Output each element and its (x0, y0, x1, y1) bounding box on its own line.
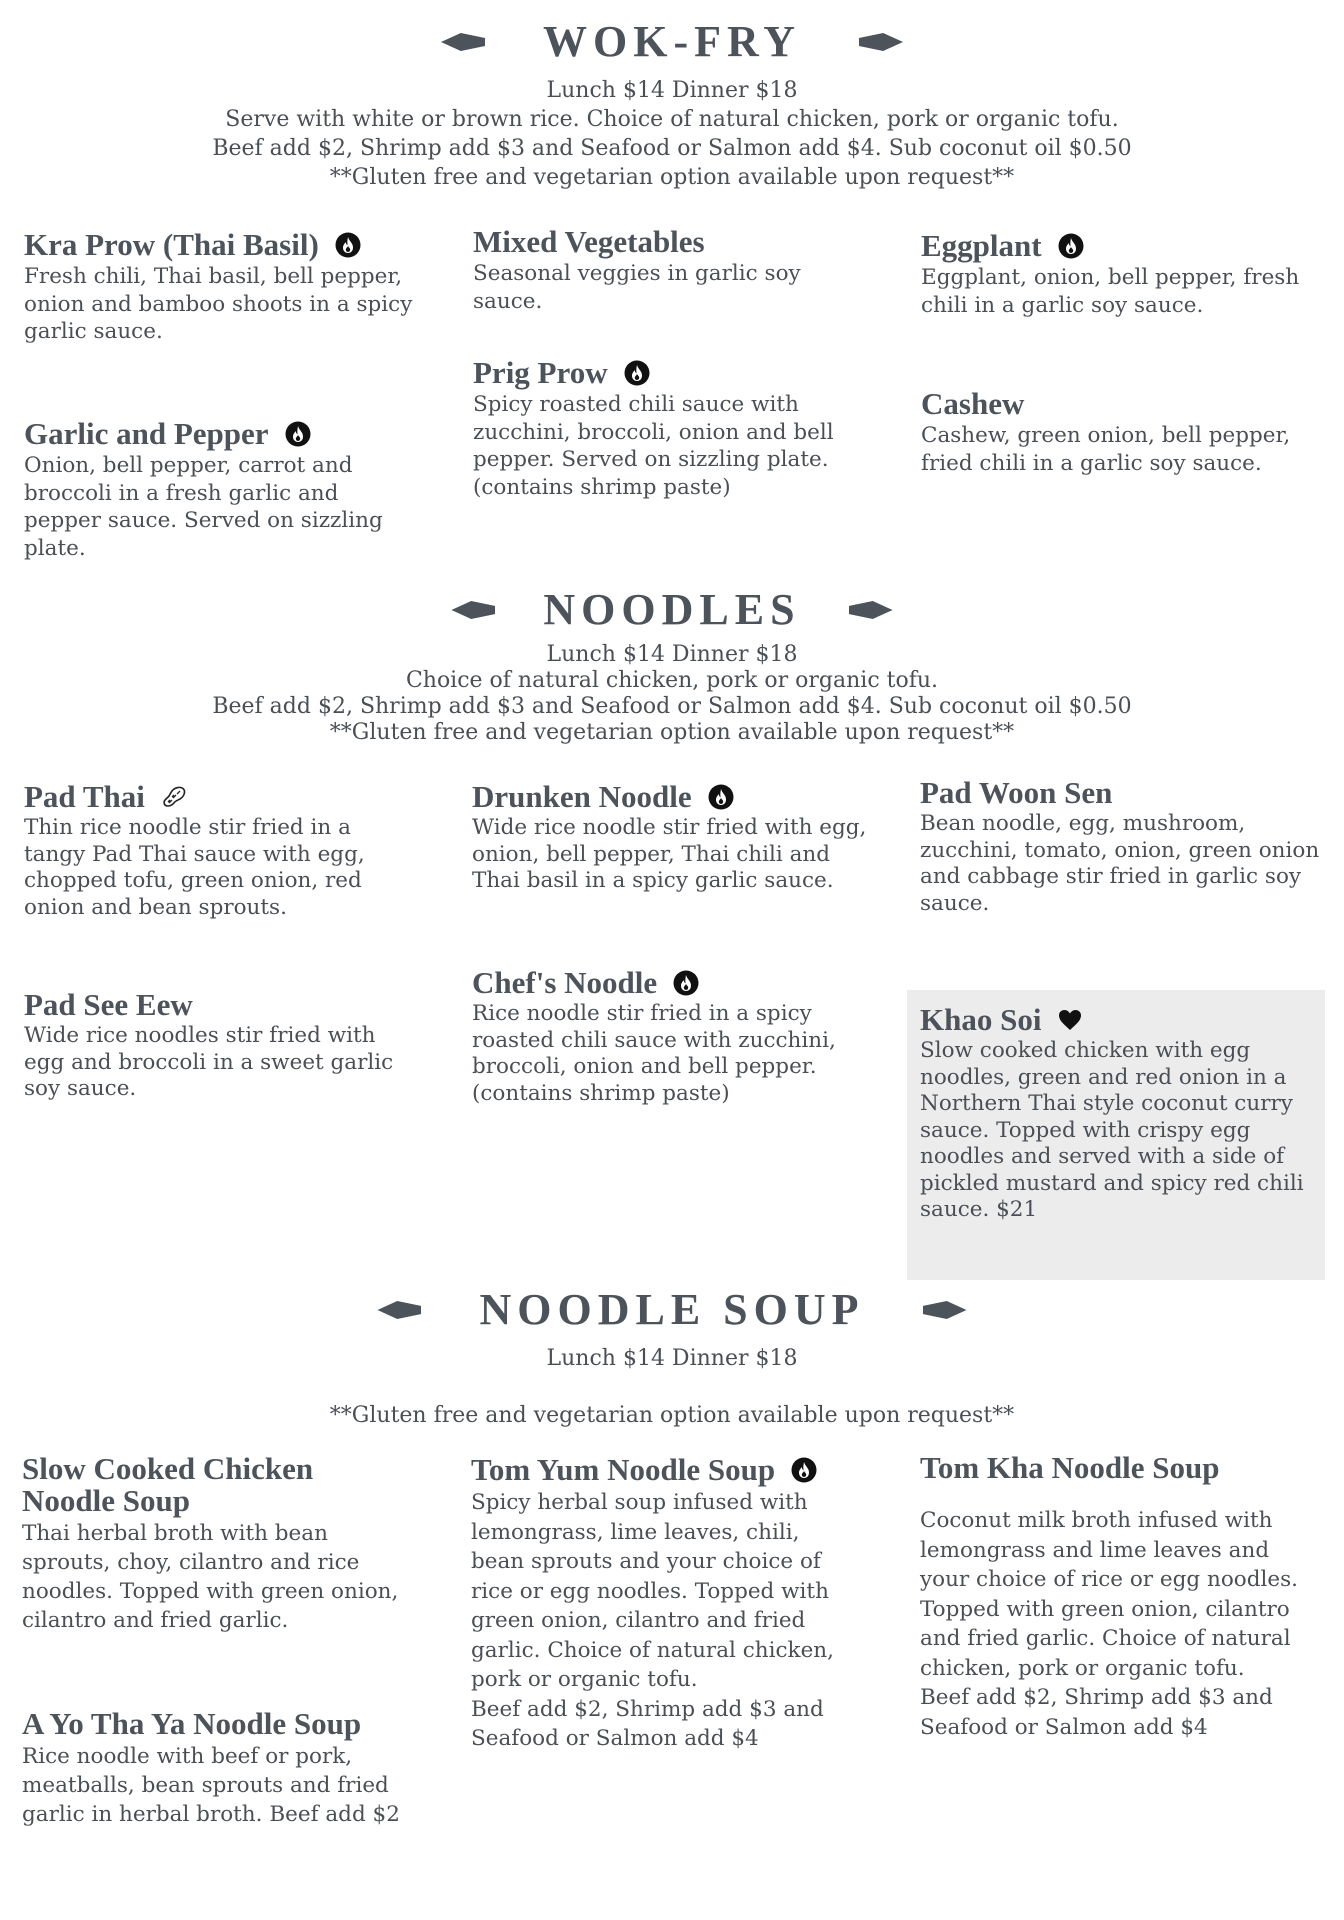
item-description: Thin rice noodle stir fried in a tangy Pad Thai sauce with egg, chopped tofu, green onion, red onion and bean sprouts. (24, 815, 365, 920)
right-ornament-icon (849, 601, 893, 619)
menu-item (24, 781, 404, 921)
left-ornament-icon (377, 1301, 421, 1319)
section-price: Lunch $14 Dinner $18 (546, 1346, 798, 1371)
menu-item (472, 781, 872, 895)
item-description: Bean noodle, egg, mushroom, zucchini, tomato, onion, green onion and cabbage stir fried in garlic soy sauce. (920, 811, 1320, 916)
spicy-flame-icon (673, 970, 699, 996)
section-note: Choice of natural chicken, pork or organic tofu. (405, 668, 939, 693)
item-name: Prig Prow (473, 357, 843, 389)
spicy-flame-icon (335, 232, 361, 258)
noodles-title-wrap (543, 585, 801, 634)
menu-item (24, 418, 394, 562)
item-name: Pad See Eew (24, 987, 193, 1022)
section-note: **Gluten free and vegetarian option available upon request** (329, 1403, 1015, 1428)
item-name: Pad Woon Sen (920, 775, 1113, 810)
item-description: Wide rice noodle stir fried with egg, onion, bell pepper, Thai chili and Thai basil in a spicy garlic sauce. (472, 815, 867, 893)
item-name: Khao Soi (920, 1004, 1320, 1036)
spicy-flame-icon (1058, 233, 1084, 259)
item-description: Seasonal veggies in garlic soy sauce. (473, 261, 801, 314)
item-description: Eggplant, onion, bell pepper, fresh chili in a garlic soy sauce. (921, 265, 1300, 318)
item-description: Thai herbal broth with bean sprouts, choy, cilantro and rice noodles. Topped with green onion, cilantro and fried garlic. (22, 1521, 399, 1633)
menu-item (22, 1453, 422, 1635)
section-price: Lunch $14 Dinner $18 (546, 78, 798, 103)
item-name: A Yo Tha Ya Noodle Soup (22, 1706, 362, 1741)
right-ornament-icon (923, 1301, 967, 1319)
spicy-flame-icon (285, 421, 311, 447)
wokfry-header (0, 17, 1344, 192)
item-name: Kra Prow (Thai Basil) (24, 229, 414, 261)
item-description: Coconut milk broth infused with lemongrass and lime leaves and your choice of rice or egg noodles. Topped with green onion, cilantro and fried garlic. Choice of natural chicken, pork or organic tofu. Beef add $2, Shrimp add $3 and Seafood or Salmon add $4 (920, 1508, 1298, 1740)
menu-item (471, 1454, 851, 1754)
item-description: Fresh chili, Thai basil, bell pepper, onion and bamboo shoots in a spicy garlic sauce. (24, 264, 413, 344)
menu-item (22, 1708, 422, 1829)
item-name: Slow Cooked Chicken Noodle Soup (22, 1451, 314, 1518)
section-title: NOODLE SOUP (479, 1285, 865, 1334)
menu-item (472, 967, 842, 1107)
menu-item (24, 989, 414, 1103)
item-description: Rice noodle with beef or pork, meatballs, bean sprouts and fried garlic in herbal broth. Beef add $2 (22, 1744, 400, 1827)
section-title: WOK-FRY (543, 17, 801, 66)
item-name: Garlic and Pepper (24, 418, 394, 450)
left-ornament-icon (441, 33, 485, 51)
item-description: Wide rice noodles stir fried with egg and broccoli in a sweet garlic soy sauce. (24, 1023, 394, 1101)
item-name: Tom Yum Noodle Soup (471, 1454, 851, 1486)
menu-item (920, 1452, 1320, 1742)
left-ornament-icon (451, 601, 495, 619)
item-name: Pad Thai (24, 781, 404, 813)
peanut-icon (161, 784, 187, 810)
right-ornament-icon (859, 33, 903, 51)
item-description: Slow cooked chicken with egg noodles, green and red onion in a Northern Thai style coconut curry sauce. Topped with crispy egg noodles and served with a side of pickled mustard and spicy red chili sauce. $21 (920, 1038, 1304, 1222)
wokfry-title-wrap (543, 17, 801, 66)
section-note: Beef add $2, Shrimp add $3 and Seafood or Salmon add $4. Sub coconut oil $0.50 (212, 136, 1132, 161)
item-name: Eggplant (921, 230, 1321, 262)
item-description: Cashew, green onion, bell pepper, fried chili in a garlic soy sauce. (921, 423, 1291, 476)
item-description: Spicy roasted chili sauce with zucchini, broccoli, onion and bell pepper. Served on sizzling plate. (contains shrimp paste) (473, 392, 834, 500)
menu-item (921, 230, 1321, 319)
menu-item (921, 388, 1301, 477)
spicy-flame-icon (624, 360, 650, 386)
section-note: **Gluten free and vegetarian option available upon request** (329, 720, 1015, 745)
item-name: Tom Kha Noodle Soup (920, 1450, 1220, 1485)
section-price: Lunch $14 Dinner $18 (546, 642, 798, 667)
menu-item (473, 226, 843, 315)
section-title: NOODLES (543, 585, 801, 634)
item-description: Onion, bell pepper, carrot and broccoli in a fresh garlic and pepper sauce. Served on sizzling plate. (24, 453, 383, 561)
spicy-flame-icon (791, 1457, 817, 1483)
menu-item (920, 1004, 1320, 1224)
menu-item (24, 229, 414, 346)
section-note: Serve with white or brown rice. Choice of natural chicken, pork or organic tofu. (225, 107, 1119, 132)
section-note: Beef add $2, Shrimp add $3 and Seafood or Salmon add $4. Sub coconut oil $0.50 (212, 694, 1132, 719)
noodles-header (0, 585, 1344, 746)
menu-item (920, 777, 1320, 917)
menu-item (473, 357, 843, 501)
spicy-flame-icon (708, 784, 734, 810)
item-name: Cashew (921, 386, 1025, 421)
section-note: **Gluten free and vegetarian option available upon request** (329, 165, 1015, 190)
soup-header (0, 1285, 1344, 1430)
item-description: Spicy herbal soup infused with lemongrass, lime leaves, chili, bean sprouts and your choice of rice or egg noodles. Topped with green onion, cilantro and fried garlic. Choice of natural chicken, pork or organic tofu. Beef add $2, Shrimp add $3 and Seafood or Salmon add $4 (471, 1490, 834, 1751)
item-name: Mixed Vegetables (473, 224, 705, 259)
soup-title-wrap (479, 1285, 865, 1334)
item-name: Chef's Noodle (472, 967, 842, 999)
item-description: Rice noodle stir fried in a spicy roasted chili sauce with zucchini, broccoli, onion and bell pepper. (contains shrimp paste) (472, 1001, 836, 1106)
item-name: Drunken Noodle (472, 781, 872, 813)
heart-icon (1057, 1007, 1083, 1033)
